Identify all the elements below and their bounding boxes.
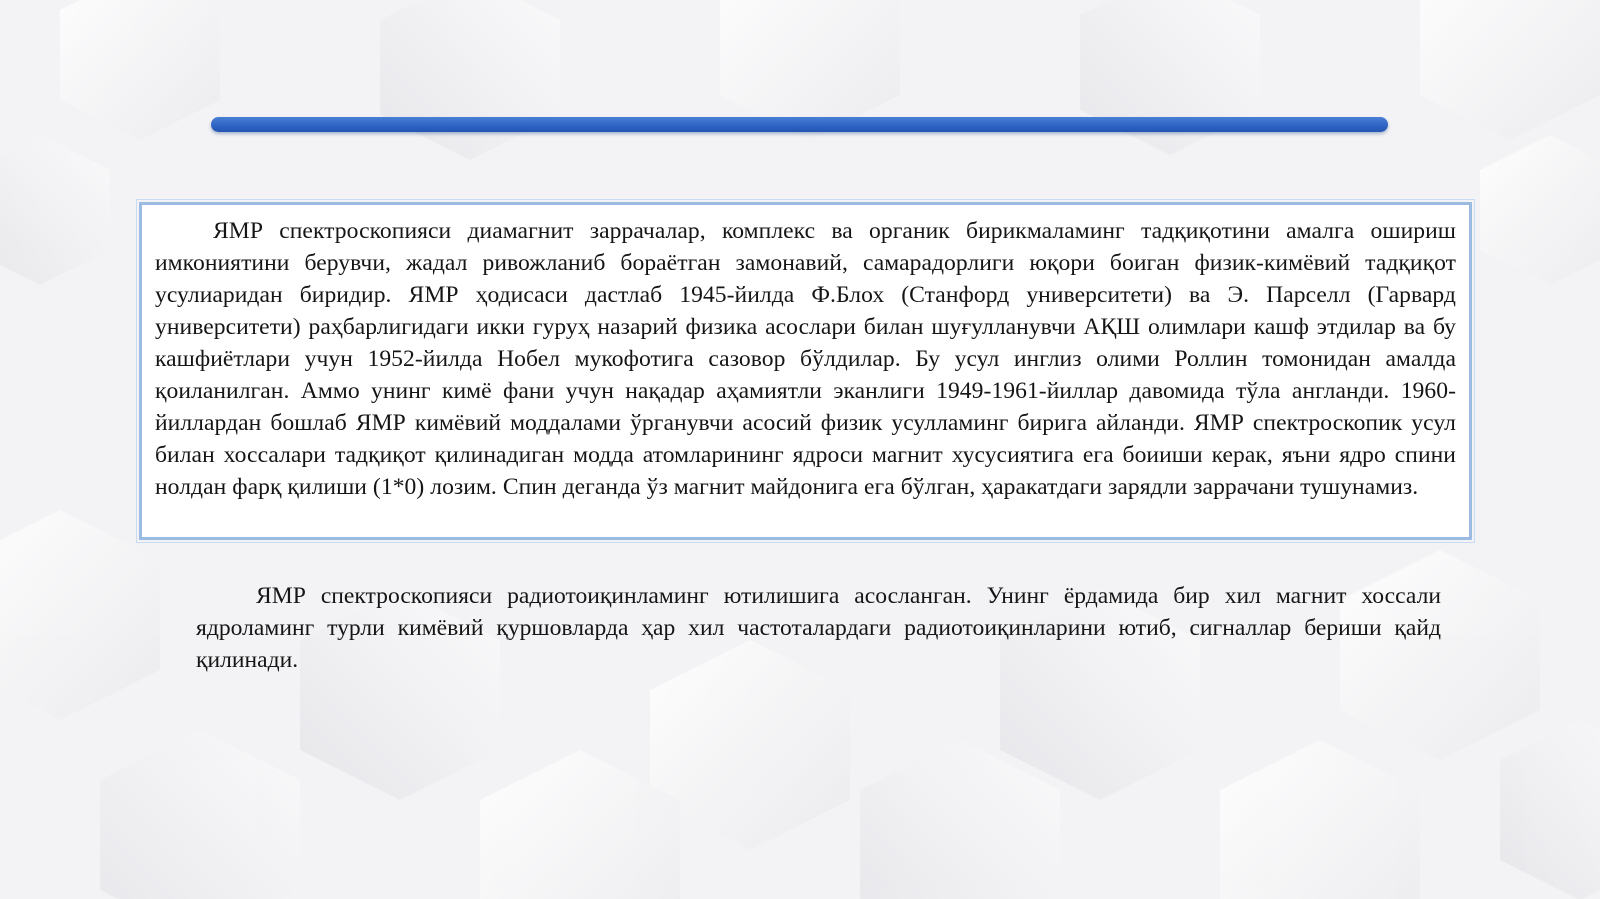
title-accent-bar	[211, 117, 1388, 132]
main-text-box	[139, 202, 1472, 540]
second-paragraph: ЯМР спектроскопияси радиотоиқинламинг ютилишига асосланган. Унинг ёрдамида бир хил магнит хоссали ядроламинг турли кимёвий қуршовларда ҳар хил частоталардаги радиотоиқинларини ютиб, сигналлар бериши қайд қилинади.	[196, 583, 1441, 673]
box-paragraph: ЯМР спектроскопияси диамагнит заррачалар, комплекс ва органик бирикмаламинг тадқиқотини амалга ошириш имкониятини берувчи, жадал ривожланиб бораётган замонавий, самарадорлиги юқори боиган физик-кимёвий тадқиқот усулиаридан биридир. ЯМР ҳодисаси дастлаб 1945-йилда Ф.Блох (Станфорд университети) ва Э. Парселл (Гарвард университети) раҳбарлигидаги икки гуруҳ назарий физика асослари билан шуғулланувчи АҚШ олимлари кашф этдилар ва бу кашфиётлари учун 1952-йилда Нобел мукофотига сазовор бўлдилар. Бу усул инглиз олими Роллин томонидан амалда қоиланилган. Аммо унинг кимё фани учун нақадар аҳамиятли эканлиги 1949-1961-йиллар давомида тўла англанди. 1960-йиллардан бошлаб ЯМР кимёвий моддалами ўрганувчи асосий физик усулламинг бирига айланди. ЯМР спектроскопик усул билан хоссалари тадқиқот қилинадиган модда атомларининг ядроси магнит хусусиятига ега боииши керак, яъни ядро спини нолдан фарқ қилиши (1*0) лозим. Спин деганда ўз магнит майдонига ега бўлган, ҳаракатдаги зарядли заррачани тушунамиз.	[155, 218, 1456, 500]
